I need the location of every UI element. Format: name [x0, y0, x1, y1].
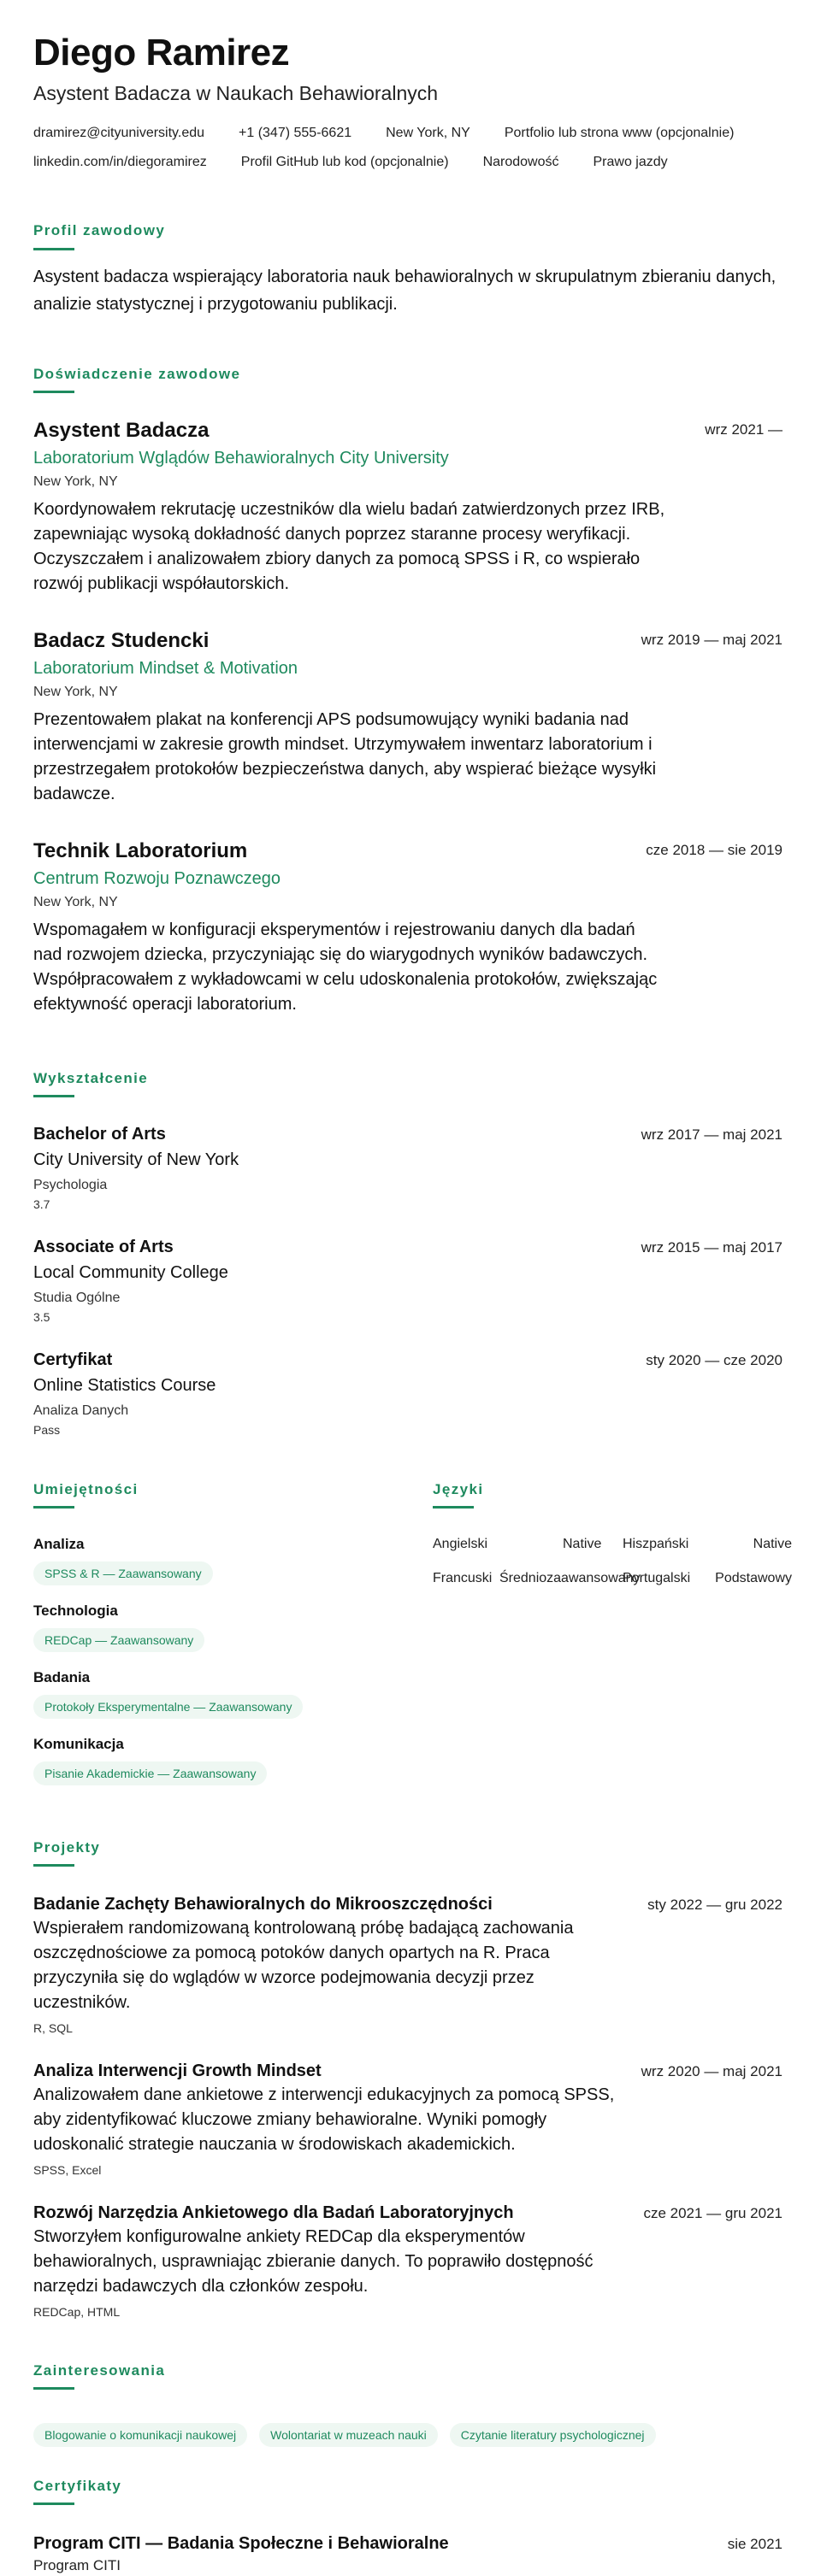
job-entry: [33, 627, 783, 807]
job-description: Wspomagałem w konfiguracji eksperymentów i rejestrowaniu danych dla badań nad rozwojem dziecka, przyczyniając się do wiarygodnych wyników badawczych. Współpracowałem z wykładowcami w celu udoskonalenia protokołów, zwiększając efektywność operacji laboratorium.: [33, 920, 658, 1014]
project-name: Badanie Zachęty Behawioralnych do Mikrooszczędności: [33, 1895, 493, 1914]
education-score: Pass: [33, 1423, 61, 1437]
section-title-languages: Języki: [433, 1481, 484, 1497]
project-description: Analizowałem dane ankietowe z interwencji edukacyjnych za pomocą SPSS, aby zidentyfikować kluczowe zmiany behawioralne. Wyniki pomogły udoskonalić strategie nauczania w środowiskach akademickich.: [33, 2085, 615, 2154]
job-location: New York, NY: [33, 685, 118, 699]
section-divider: [33, 391, 74, 393]
contact-portfolio[interactable]: Portfolio lub strona www (opcjonalnie): [504, 126, 735, 140]
language-level: Native: [563, 1537, 602, 1551]
section-divider: [433, 1506, 474, 1509]
education-score: 3.7: [33, 1197, 50, 1211]
project-tech: R, SQL: [33, 2021, 73, 2035]
section-title-skills: Umiejętności: [33, 1481, 139, 1497]
skill-category: Technologia: [33, 1603, 118, 1619]
contact-phone[interactable]: +1 (347) 555-6621: [239, 126, 352, 140]
section-divider: [33, 2502, 74, 2505]
skill-category: Komunikacja: [33, 1736, 124, 1752]
education-entry: [33, 1348, 783, 1438]
certificate-name: Program CITI — Badania Społeczne i Behawioralne: [33, 2534, 449, 2553]
project-entry: [33, 2059, 783, 2179]
project-description: Stworzyłem konfigurowalne ankiety REDCap dla eksperymentów behawioralnych, usprawniając zbieranie danych. To poprawiło dostępność narzędzi badawczych dla członków zespołu.: [33, 2227, 594, 2296]
contact-linkedin[interactable]: linkedin.com/in/diegoramirez: [33, 155, 207, 169]
certificate-date: sie 2021: [727, 2536, 783, 2552]
contact-github[interactable]: Profil GitHub lub kod (opcjonalnie): [240, 155, 449, 169]
project-tech: SPSS, Excel: [33, 2163, 102, 2177]
contact-row-2: [33, 151, 803, 180]
candidate-name: Diego Ramirez: [33, 32, 290, 74]
job-company: Centrum Rozwoju Poznawczego: [33, 869, 281, 888]
job-title: Asystent Badacza: [33, 419, 210, 442]
contact-info: [33, 122, 803, 180]
job-description: Koordynowałem rekrutację uczestników dla wielu badań zatwierdzonych przez IRB, zapewniając wysoką dokładność danych poprzez staranne procesy weryfikacji. Oczyszczałem i analizowałem zbiory danych za pomocą SPSS i R, co wspierało rozwój publikacji współautorskich.: [33, 500, 665, 593]
candidate-title: Asystent Badacza w Naukach Behawioralnych: [33, 82, 439, 104]
job-company: Laboratorium Wglądów Behawioralnych City University: [33, 449, 449, 468]
contact-location: New York, NY: [386, 126, 470, 140]
job-date: cze 2018 — sie 2019: [646, 842, 783, 858]
job-date: wrz 2021 —: [705, 421, 783, 438]
interest-pill: Wolontariat w muzeach nauki: [259, 2423, 438, 2447]
project-entry: [33, 2201, 783, 2321]
language-name: Hiszpański: [623, 1537, 689, 1551]
skill-group: [33, 1601, 401, 1652]
contact-driving-license: Prawo jazdy: [593, 155, 668, 169]
section-title-education: Wykształcenie: [33, 1070, 149, 1086]
job-location: New York, NY: [33, 474, 118, 489]
section-title-certificates: Certyfikaty: [33, 2478, 122, 2494]
section-title-profile: Profil zawodowy: [33, 222, 166, 238]
job-title: Badacz Studencki: [33, 629, 210, 652]
job-date: wrz 2019 — maj 2021: [641, 632, 783, 648]
section-divider: [33, 2387, 74, 2390]
job-company: Laboratorium Mindset & Motivation: [33, 659, 298, 678]
project-name: Analiza Interwencji Growth Mindset: [33, 2061, 322, 2080]
language-level: Native: [753, 1537, 792, 1551]
language-name: Angielski: [433, 1537, 488, 1551]
project-description: Wspierałem randomizowaną kontrolowaną próbę badającą zachowania oszczędnościowe za pomocą potoków danych opartych na R. Praca przyczyniła się do wglądów w wzorce podejmowania decyzji przez uczestników.: [33, 1919, 574, 2012]
education-degree: Bachelor of Arts: [33, 1125, 166, 1144]
skill-pill: Pisanie Akademickie — Zaawansowany: [33, 1761, 267, 1785]
education-date: wrz 2015 — maj 2017: [641, 1239, 783, 1256]
section-title-projects: Projekty: [33, 1839, 101, 1856]
education-entry: [33, 1235, 783, 1326]
education-school: City University of New York: [33, 1150, 239, 1169]
job-description: Prezentowałem plakat na konferencji APS podsumowujący wyniki badania nad interwencjami w zakresie growth mindset. Utrzymywałem inwentarz laboratorium i przestrzegałem protokołów bezpieczeństwa danych, aby wspierać bieżące wysyłki badawcze.: [33, 710, 657, 803]
education-degree: Certyfikat: [33, 1350, 113, 1369]
education-field: Studia Ogólne: [33, 1291, 121, 1305]
skill-pill: REDCap — Zaawansowany: [33, 1628, 204, 1652]
contact-nationality: Narodowość: [482, 155, 559, 169]
education-school: Online Statistics Course: [33, 1376, 216, 1395]
skill-group: [33, 1667, 401, 1719]
education-date: wrz 2017 — maj 2021: [641, 1126, 783, 1143]
skill-group: [33, 1534, 401, 1585]
skill-pill: SPSS & R — Zaawansowany: [33, 1561, 213, 1585]
project-tech: REDCap, HTML: [33, 2305, 121, 2319]
education-school: Local Community College: [33, 1263, 228, 1282]
section-divider: [33, 248, 74, 250]
project-date: cze 2021 — gru 2021: [643, 2205, 783, 2221]
education-entry: [33, 1122, 783, 1213]
education-field: Analiza Danych: [33, 1403, 129, 1418]
project-entry: [33, 1892, 783, 2038]
certificate-entry: [33, 2532, 783, 2576]
education-date: sty 2020 — cze 2020: [646, 1352, 783, 1368]
section-divider: [33, 1506, 74, 1509]
job-entry: [33, 417, 783, 597]
project-date: wrz 2020 — maj 2021: [641, 2063, 783, 2079]
education-score: 3.5: [33, 1310, 50, 1324]
project-name: Rozwój Narzędzia Ankietowego dla Badań Laboratoryjnych: [33, 2203, 514, 2222]
contact-row-1: [33, 122, 803, 151]
skills-list: [33, 1534, 401, 1801]
skill-category: Analiza: [33, 1536, 85, 1552]
skill-pill: Protokoły Eksperymentalne — Zaawansowany: [33, 1695, 303, 1719]
language-name: Portugalski: [623, 1571, 691, 1585]
job-location: New York, NY: [33, 895, 118, 909]
interest-pill: Blogowanie o komunikacji naukowej: [33, 2423, 247, 2447]
language-name: Francuski: [433, 1571, 493, 1585]
job-entry: [33, 838, 783, 1017]
language-row: [433, 1568, 792, 1603]
profile-summary: Asystent badacza wspierający laboratoria nauk behawioralnych w skrupulatnym zbieraniu danych, analizie statystycznej i przygotowaniu publikacji.: [33, 268, 777, 314]
certificate-issuer: Program CITI: [33, 2557, 121, 2573]
education-degree: Associate of Arts: [33, 1238, 174, 1256]
skill-group: [33, 1734, 401, 1785]
education-field: Psychologia: [33, 1178, 108, 1192]
section-divider: [33, 1864, 74, 1867]
language-row: [433, 1534, 792, 1568]
interests-list: [33, 2416, 656, 2447]
language-level: Średniozaawansowany: [499, 1571, 641, 1585]
languages-list: [433, 1534, 792, 1603]
contact-email[interactable]: dramirez@cityuniversity.edu: [33, 126, 205, 140]
project-date: sty 2022 — gru 2022: [647, 1897, 783, 1913]
job-title: Technik Laboratorium: [33, 839, 248, 862]
section-title-experience: Doświadczenie zawodowe: [33, 366, 241, 382]
section-divider: [33, 1095, 74, 1097]
interest-pill: Czytanie literatury psychologicznej: [450, 2423, 656, 2447]
section-title-interests: Zainteresowania: [33, 2362, 166, 2379]
skill-category: Badania: [33, 1669, 91, 1685]
language-level: Podstawowy: [715, 1571, 792, 1585]
